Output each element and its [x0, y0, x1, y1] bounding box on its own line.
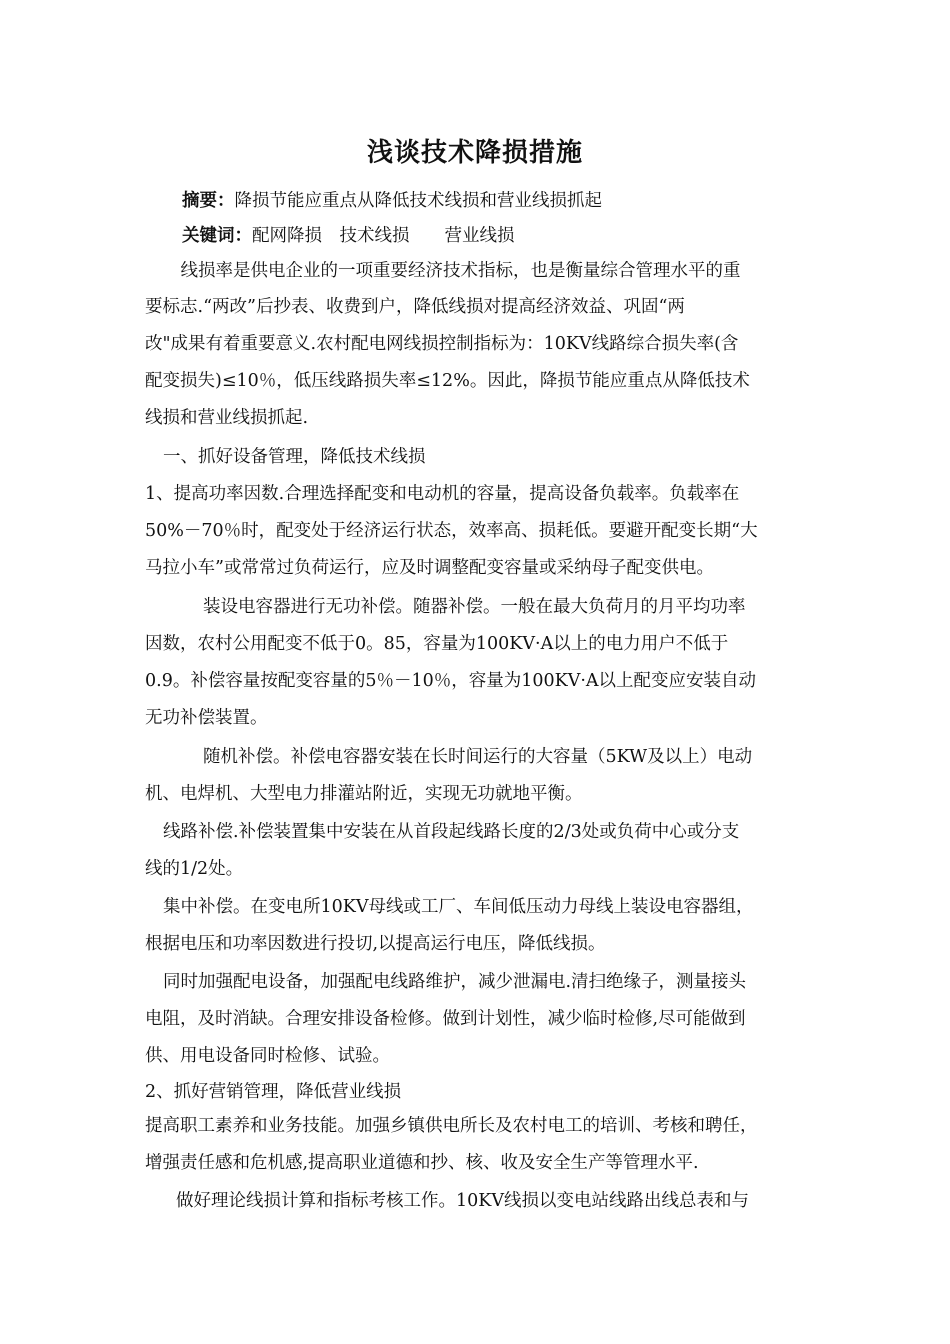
abstract-line: [182, 189, 602, 213]
paragraph-line: 因数，农村公用配变不低于0。85，容量为100KV·A以上的电力用户不低于: [145, 634, 729, 654]
paragraph-line: 提高职工素养和业务技能。加强乡镇供电所长及农村电工的培训、考核和聘任，: [145, 1116, 758, 1136]
paragraph-line: 马拉小车”或常常过负荷运行，应及时调整配变容量或采纳母子配变供电。: [145, 558, 714, 578]
abstract-text: 降损节能应重点从降低技术线损和营业线损抓起: [234, 191, 602, 211]
abstract-label: 摘要：: [182, 191, 235, 211]
paragraph-line: 无功补偿装置。: [145, 708, 268, 728]
section-heading: 2、抓好营销管理，降低营业线损: [145, 1082, 402, 1102]
paragraph-line: 50%－70％时，配变处于经济运行状态，效率高、损耗低。要避开配变长期“大: [145, 521, 758, 541]
paragraph-line: 改"成果有着重要意义.农村配电网线损控制指标为：10KV线路综合损失率(含: [145, 334, 739, 354]
paragraph-line: 线损和营业线损抓起.: [145, 408, 309, 428]
keywords-text: 配网降损 技术线损 营业线损: [252, 226, 515, 246]
paragraph-line: 同时加强配电设备，加强配电线路维护，减少泄漏电.清扫绝缘子，测量接头: [163, 972, 747, 992]
paragraph-line: 配变损失)≤10％，低压线路损失率≤12%。因此，降损节能应重点从降低技术: [145, 371, 750, 391]
paragraph-line: 线损率是供电企业的一项重要经济技术指标，也是衡量综合管理水平的重: [163, 261, 741, 281]
paragraph-line: 供、用电设备同时检修、试验。: [145, 1046, 390, 1066]
document-title: 浅谈技术降损措施: [366, 138, 583, 168]
paragraph-line: 增强责任感和危机感,提高职业道德和抄、核、收及安全生产等管理水平.: [145, 1153, 699, 1173]
keywords-line: [182, 224, 515, 248]
paragraph-line: 要标志.“两改”后抄表、收费到户，降低线损对提高经济效益、巩固“两: [145, 297, 685, 317]
paragraph-line: 0.9。补偿容量按配变容量的5％－10％，容量为100KV·A以上配变应安装自动: [145, 671, 757, 691]
paragraph-line: 电阻，及时消缺。合理安排设备检修。做到计划性，减少临时检修,尽可能做到: [145, 1009, 746, 1029]
paragraph-line: 做好理论线损计算和指标考核工作。10KV线损以变电站线路出线总表和与: [176, 1191, 749, 1211]
paragraph-line: 集中补偿。在变电所10KV母线或工厂、车间低压动力母线上装设电容器组，: [163, 897, 754, 917]
paragraph-line: 机、电焊机、大型电力排灌站附近，实现无功就地平衡。: [145, 784, 583, 804]
paragraph-line: 根据电压和功率因数进行投切,以提高运行电压，降低线损。: [145, 934, 606, 954]
paragraph-line: 线的1/2处。: [145, 859, 244, 879]
paragraph-line: 随机补偿。补偿电容器安装在长时间运行的大容量（5KW及以上）电动: [203, 747, 753, 767]
paragraph-line: 线路补偿.补偿装置集中安装在从首段起线路长度的2/3处或负荷中心或分支: [163, 822, 740, 842]
paragraph-line: 装设电容器进行无功补偿。随器补偿。一般在最大负荷月的月平均功率: [203, 597, 746, 617]
paragraph-line: 1、提高功率因数.合理选择配变和电动机的容量，提高设备负载率。负载率在: [145, 484, 740, 504]
section-heading: 一、抓好设备管理，降低技术线损: [163, 447, 426, 467]
keywords-label: 关键词：: [182, 226, 252, 246]
